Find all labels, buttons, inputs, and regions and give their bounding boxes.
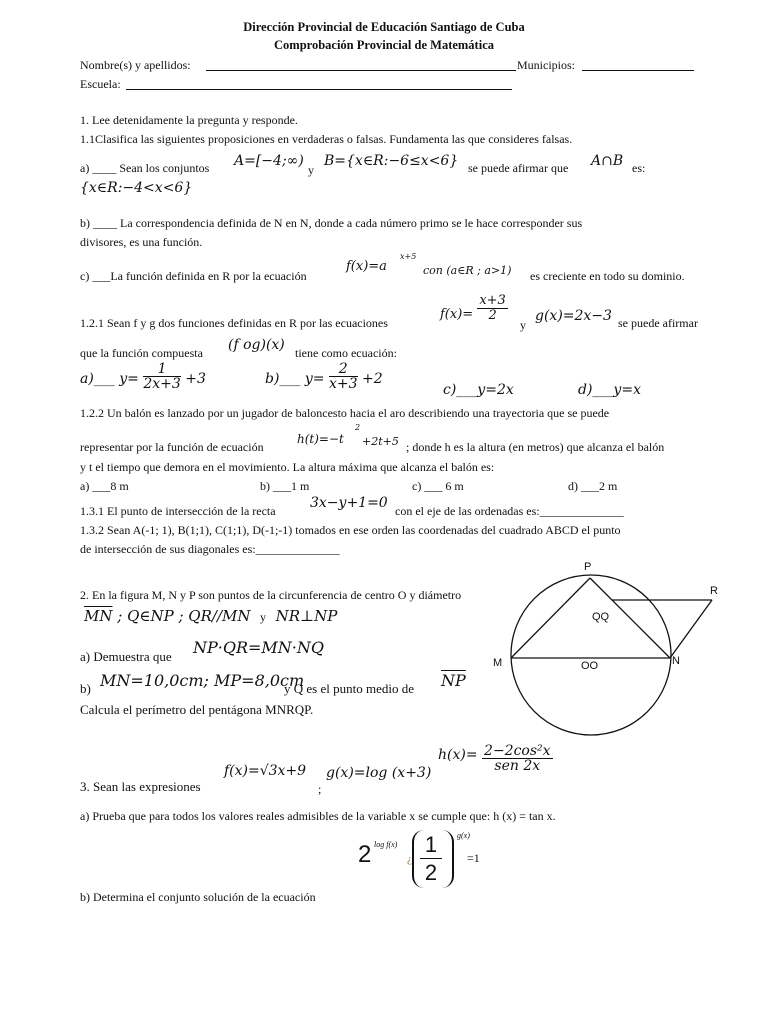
- q2a-prefix: a) Demuestra que: [80, 649, 172, 664]
- q1a-es: es:: [632, 161, 646, 175]
- municipio-label: Municipios:: [517, 58, 576, 72]
- option-b: b)___ y= $\frac{2}{x+3}$ +2: [265, 361, 383, 392]
- circumference: [511, 575, 671, 735]
- q121-y: y: [520, 318, 526, 332]
- q1-intro: 1. Lee detenidamente la pregunta y responde.: [80, 113, 298, 127]
- label-r: R: [710, 585, 718, 597]
- expr-g: g(x)=log (x+3): [326, 765, 432, 781]
- label-n: N: [672, 655, 680, 667]
- q1b-line2: divisores, es una función.: [80, 235, 203, 249]
- q3b-text: b) Determina el conjunto solución de la ecuación: [80, 890, 316, 904]
- q2a-equation: NP·QR=MN·NQ: [193, 638, 325, 657]
- label-o: OO: [581, 660, 599, 672]
- q1c-prefix: c) ___La función definida en R por la ecuación: [80, 269, 307, 283]
- q121-line2: que la función compuesta: [80, 346, 203, 360]
- q121-g-def: g(x)=2x−3: [535, 308, 612, 324]
- set-a: A=[−4;∞): [234, 153, 304, 169]
- q122-equation: h(t)=−t: [297, 432, 344, 446]
- equation-base: 2: [358, 841, 372, 868]
- q1-1-intro: 1.1Clasifica las siguientes proposiciones en verdaderas o falsas. Fundamenta las que consideres falsas.: [80, 132, 573, 146]
- intersection: A∩B: [591, 153, 624, 169]
- q1b-line1: b) ____ La correspondencia definida de N en N, donde a cada número primo se le hace corresponder sus: [80, 216, 583, 230]
- q2b-prefix: b): [80, 681, 91, 696]
- q122-option-a: a) ___8 m: [80, 479, 129, 493]
- q121-f-def: f(x)= $\frac{x+3}{2}$: [440, 293, 506, 323]
- expr-f: f(x)=√3x+9: [224, 763, 307, 779]
- q121-line2b: tiene como ecuación:: [295, 346, 397, 360]
- line-equation: 3x−y+1=0: [310, 495, 388, 511]
- q2b-measures: MN=10,0cm; MP=8,0cm: [100, 671, 305, 690]
- label-m: M: [493, 657, 503, 669]
- q2b-midpoint-text: y Q es el punto medio de: [284, 681, 414, 696]
- label-p: P: [584, 561, 592, 573]
- header-subtitle: Comprobación Provincial de Matemática: [274, 38, 494, 52]
- q1a-prefix: a) ____ Sean los conjuntos: [80, 161, 210, 175]
- q121-prefix: 1.2.1 Sean f y g dos funciones definidas en R por las ecuaciones: [80, 316, 388, 330]
- equation-rhs: =1: [467, 851, 480, 865]
- q1c-condition: con (a∈R ; a>1): [423, 264, 512, 277]
- equation-numerator: 1: [420, 832, 442, 859]
- segment-rn: [670, 600, 712, 658]
- q122-line2-prefix: representar por la función de ecuación: [80, 440, 264, 454]
- set-b: B={x∈R:−6≤x<6}: [324, 153, 459, 169]
- q1a-result-set: {x∈R:−4<x<6}: [80, 180, 193, 196]
- school-label: Escuela:: [80, 77, 121, 91]
- q1a-middle: se puede afirmar que: [468, 161, 569, 175]
- q122-option-b: b) ___1 m: [260, 479, 310, 493]
- name-label: Nombre(s) y apellidos:: [80, 58, 191, 72]
- q2-intro: 2. En la figura M, N y P son puntos de la circunferencia de centro O y diámetro: [80, 588, 462, 602]
- q122-equation-rest: +2t+5: [362, 435, 399, 448]
- q132-line2: de intersección de sus diagonales es:______________: [80, 542, 340, 556]
- q132-line1: 1.3.2 Sean A(-1; 1), B(1;1), C(1;1), D(-1;-1) tomados en ese orden las coordenadas del cuadrado ABCD el punto: [80, 523, 621, 537]
- q2b-line2: Calcula el perímetro del pentágona MNRQP.: [80, 702, 314, 717]
- equation-glyph: ¿: [407, 853, 412, 865]
- q122-line1: 1.2.2 Un balón es lanzado por un jugador de baloncesto hacia el aro describiendo una trayectoria que se puede: [80, 406, 610, 420]
- separator: ;: [318, 782, 322, 796]
- q3a-text: a) Prueba que para todos los valores reales admisibles de la variable x se cumple que: h (x) = tan x.: [80, 809, 556, 823]
- option-c: c)___y=2x: [443, 382, 514, 398]
- composite-fog: (f og)(x): [228, 337, 285, 353]
- q131-prefix: 1.3.1 El punto de intersección de la recta: [80, 504, 276, 518]
- q1a-y: y: [308, 163, 314, 177]
- q122-option-d: d) ___2 m: [568, 479, 618, 493]
- q121-suffix: se puede afirmar: [618, 316, 698, 330]
- segment-np: $\overline{NP}$: [441, 671, 466, 690]
- option-d: d)___y=x: [578, 382, 641, 398]
- option-a: a)___ y= $\frac{1}{2x+3}$ +3: [80, 361, 206, 392]
- q131-suffix: con el eje de las ordenadas es:______________: [395, 504, 624, 518]
- q122-line2-suffix: ; donde h es la altura (en metros) que alcanza el balón: [406, 440, 665, 454]
- segment-mp: [511, 578, 590, 658]
- label-q: QQ: [592, 611, 610, 623]
- equation-g-exponent: g(x): [457, 831, 470, 840]
- header-title: Dirección Provincial de Educación Santiago de Cuba: [243, 20, 525, 34]
- q122-exponent: 2: [355, 423, 361, 432]
- q1c-equation: f(x)=a: [346, 259, 387, 274]
- expr-h: h(x)= $\frac{\text{2−2cos²x}}{\text{sen 2x}}$: [438, 743, 551, 774]
- q1c-suffix: es creciente en todo su dominio.: [530, 269, 685, 283]
- q3-intro: 3. Sean las expresiones: [80, 779, 201, 794]
- q122-line3: y t el tiempo que demora en el movimiento. La altura máxima que alcanza el balón es:: [80, 460, 495, 474]
- q1c-exponent: x+5: [400, 252, 417, 261]
- q122-option-c: c) ___ 6 m: [412, 479, 464, 493]
- q2-conditions: $\overline{MN}$ ; Q∈NP ; QR//MN y NR⊥NP: [84, 607, 338, 625]
- equation-denominator: 2: [424, 860, 438, 885]
- equation-exponent: log f(x): [374, 840, 398, 849]
